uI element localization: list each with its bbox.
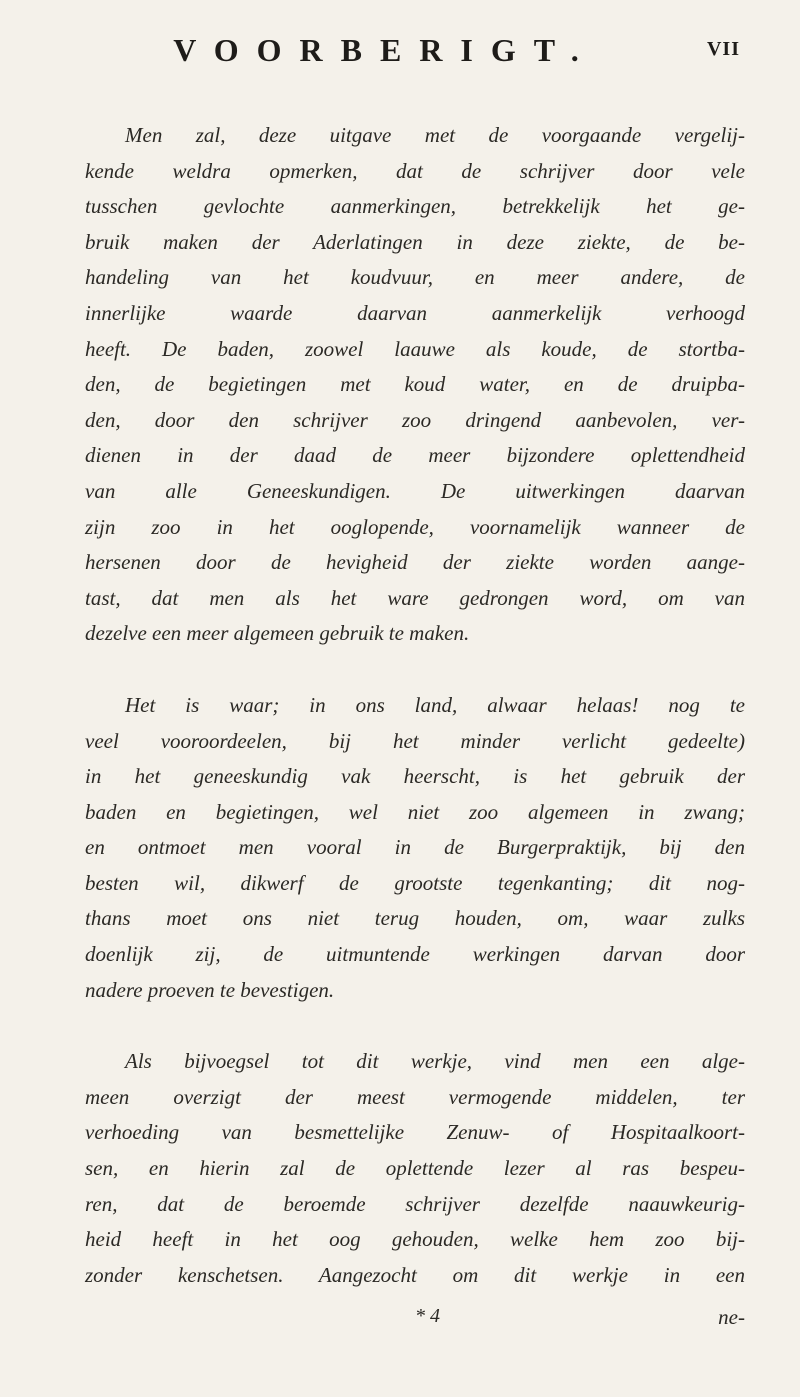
text-line: bruik maken der Aderlatingen in deze ziekte, de be- bbox=[85, 229, 745, 254]
text-line: Als bijvoegsel tot dit werkje, vind men een alge- bbox=[125, 1049, 745, 1074]
text-line: doenlijk zij, de uitmuntende werkingen darvan door bbox=[85, 942, 745, 967]
text-line: nadere proeven te bevestigen. bbox=[85, 977, 335, 1002]
text-line: den, door den schrijver zoo dringend aanbevolen, ver- bbox=[85, 407, 745, 432]
text-line: kende weldra opmerken, dat de schrijver door vele bbox=[85, 158, 745, 183]
text-line: baden en begietingen, wel niet zoo algemeen in zwang; bbox=[85, 799, 745, 824]
text-line: hersenen door de hevigheid der ziekte worden aange- bbox=[85, 550, 745, 575]
running-title: VOORBERIGT. bbox=[173, 32, 597, 68]
paragraph-2 bbox=[85, 688, 745, 1008]
text-line: verhoeding van besmettelijke Zenuw- of Hospitaalkoort- bbox=[85, 1120, 745, 1145]
text-line: handeling van het koudvuur, en meer andere, de bbox=[85, 265, 745, 290]
paragraph-1 bbox=[85, 118, 745, 652]
text-line: heid heeft in het oog gehouden, welke hem zoo bij- bbox=[85, 1227, 745, 1252]
page-footer bbox=[85, 1305, 745, 1335]
text-line: meen overzigt der meest vermogende middelen, ter bbox=[85, 1084, 745, 1109]
text-line: van alle Geneeskundigen. De uitwerkingen daarvan bbox=[85, 478, 745, 503]
text-line: ren, dat de beroemde schrijver dezelfde naauwkeurig- bbox=[85, 1191, 745, 1216]
text-line: in het geneeskundig vak heerscht, is het gebruik der bbox=[85, 764, 745, 789]
text-line: innerlijke waarde daarvan aanmerkelijk verhoogd bbox=[85, 300, 745, 325]
page-header bbox=[60, 32, 740, 72]
text-line: heeft. De baden, zoowel laauwe als koude, de stortba- bbox=[85, 336, 745, 361]
text-line: dezelve een meer algemeen gebruik te maken. bbox=[85, 621, 470, 646]
text-line: zonder kenschetsen. Aangezocht om dit werkje in een bbox=[85, 1262, 745, 1287]
text-line: Het is waar; in ons land, alwaar helaas! nog te bbox=[125, 692, 745, 717]
text-line: Men zal, deze uitgave met de voorgaande vergelij- bbox=[125, 123, 745, 147]
page-number: VII bbox=[706, 38, 740, 60]
text-line: sen, en hierin zal de oplettende lezer al ras bespeu- bbox=[85, 1156, 745, 1181]
text-line: veel vooroordeelen, bij het minder verlicht gedeelte) bbox=[85, 728, 745, 753]
signature-mark: * 4 bbox=[415, 1305, 440, 1327]
body-text bbox=[85, 118, 745, 1293]
text-line: tusschen gevlochte aanmerkingen, betrekkelijk het ge- bbox=[85, 194, 745, 219]
text-line: besten wil, dikwerf de grootste tegenkanting; dit nog- bbox=[85, 870, 745, 895]
text-line: dienen in der daad de meer bijzondere oplettendheid bbox=[85, 443, 745, 468]
catchword: ne- bbox=[718, 1305, 745, 1329]
paragraph-3 bbox=[85, 1044, 745, 1293]
text-line: zijn zoo in het ooglopende, voornamelijk wanneer de bbox=[85, 514, 745, 539]
text-line: den, de begietingen met koud water, en de druipba- bbox=[85, 372, 745, 397]
text-line: thans moet ons niet terug houden, om, waar zulks bbox=[85, 906, 745, 931]
text-line: tast, dat men als het ware gedrongen word, om van bbox=[85, 585, 745, 610]
text-line: en ontmoet men vooral in de Burgerpraktijk, bij den bbox=[85, 835, 745, 860]
